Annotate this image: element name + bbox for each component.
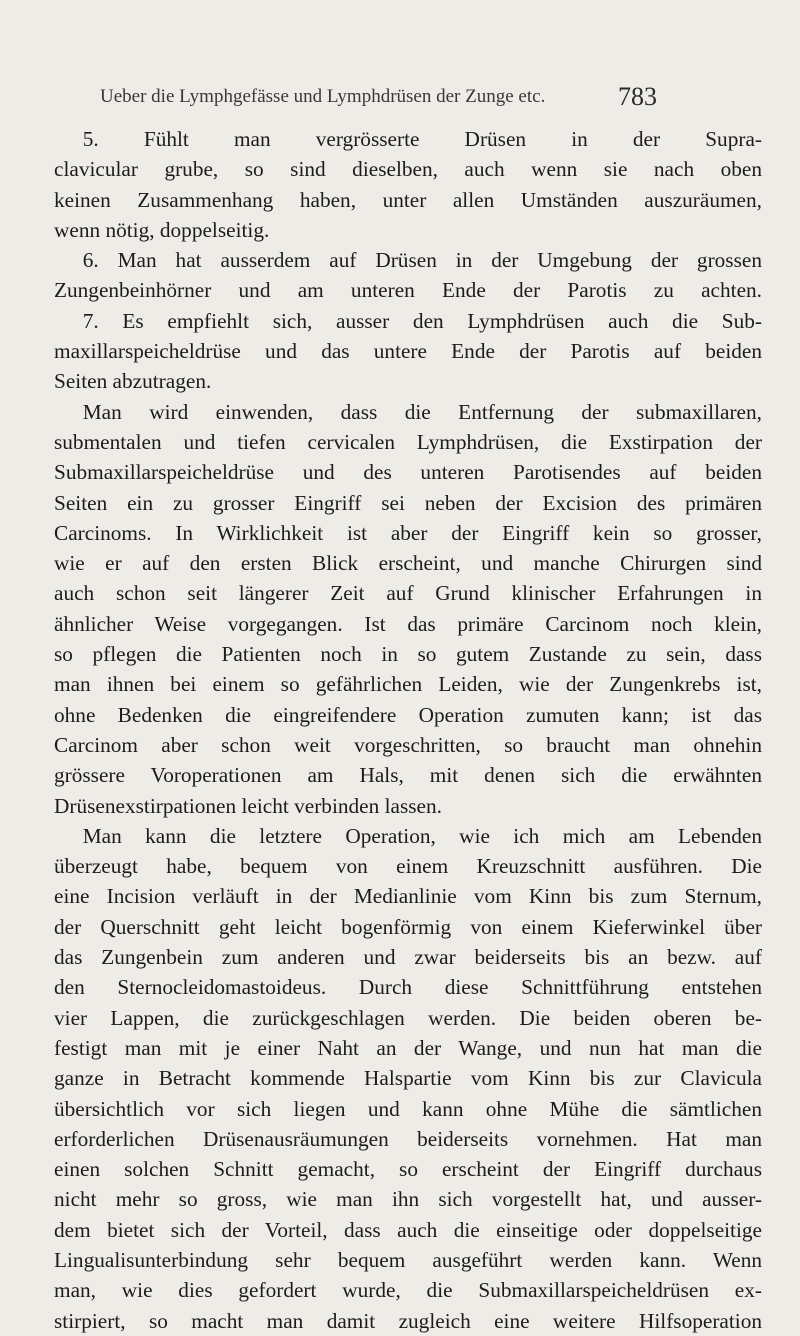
text-line: submentalen und tiefen cervicalen Lymphdrüsen, die Exstirpation der <box>54 429 762 454</box>
text-line: wenn nötig, doppelseitig. <box>54 217 270 242</box>
text-line: Carcinom aber schon weit vorgeschritten, so braucht man ohnehin <box>54 732 762 757</box>
text-line: überzeugt habe, bequem von einem Kreuzschnitt ausführen. Die <box>54 854 762 879</box>
text-line: man, wie dies gefordert wurde, die Submaxillarspeicheldrüsen ex- <box>54 1278 762 1303</box>
text-line: man ihnen bei einem so gefährlichen Leiden, wie der Zungenkrebs ist, <box>54 672 762 697</box>
text-line: Drüsenexstirpationen leicht verbinden lassen. <box>54 793 442 818</box>
text-line: erforderlichen Drüsenausräumungen beiderseits vornehmen. Hat man <box>54 1126 762 1151</box>
text-line: nicht mehr so gross, wie man ihn sich vorgestellt hat, und ausser- <box>54 1187 762 1212</box>
text-line: maxillarspeicheldrüse und das untere Ende der Parotis auf beiden <box>54 339 762 364</box>
text-line: grössere Voroperationen am Hals, mit denen sich die erwähnten <box>54 763 762 788</box>
running-head: Ueber die Lymphgefässe und Lymphdrüsen der Zunge etc. <box>100 86 546 107</box>
body-text <box>54 124 762 1336</box>
text-line: 5. Fühlt man vergrösserte Drüsen in der Supra- <box>82 127 762 151</box>
text-line: Zungenbeinhörner und am unteren Ende der Parotis zu achten. <box>54 278 762 303</box>
text-line: keinen Zusammenhang haben, unter allen Umständen auszuräumen, <box>54 187 762 212</box>
text-line: 6. Man hat ausserdem auf Drüsen in der Umgebung der grossen <box>82 248 762 273</box>
text-line: einen solchen Schnitt gemacht, so erscheint der Eingriff durchaus <box>54 1157 762 1182</box>
text-line: dem bietet sich der Vorteil, dass auch die einseitige oder doppelseitige <box>54 1217 762 1242</box>
text-line: auch schon seit längerer Zeit auf Grund klinischer Erfahrungen in <box>54 581 762 606</box>
text-line: 7. Es empfiehlt sich, ausser den Lymphdrüsen auch die Sub- <box>82 308 762 333</box>
text-line: ganze in Betracht kommende Halspartie vom Kinn bis zur Clavicula <box>54 1066 762 1091</box>
text-line: den Sternocleidomastoideus. Durch diese Schnittführung entstehen <box>54 975 762 1000</box>
text-line: so pflegen die Patienten noch in so gutem Zustande zu sein, dass <box>54 642 762 667</box>
text-line: übersichtlich vor sich liegen und kann ohne Mühe die sämtlichen <box>54 1096 762 1121</box>
text-line: Man wird einwenden, dass die Entfernung der submaxillaren, <box>82 399 762 424</box>
text-line: eine Incision verläuft in der Medianlinie vom Kinn bis zum Sternum, <box>54 884 762 909</box>
text-line: der Querschnitt geht leicht bogenförmig von einem Kieferwinkel über <box>54 914 762 939</box>
text-line: ohne Bedenken die eingreifendere Operation zumuten kann; ist das <box>54 702 762 727</box>
text-line: Lingualisunterbindung sehr bequem ausgeführt werden kann. Wenn <box>54 1247 762 1272</box>
text-line: festigt man mit je einer Naht an der Wange, und nun hat man die <box>54 1035 762 1060</box>
text-line: Seiten abzutragen. <box>54 369 212 394</box>
page-number: 783 <box>618 82 657 111</box>
text-line: Man kann die letztere Operation, wie ich mich am Lebenden <box>82 823 762 848</box>
text-line: Seiten ein zu grosser Eingriff sei neben der Excision des primären <box>54 490 762 515</box>
text-line: clavicular grube, so sind dieselben, auch wenn sie nach oben <box>54 157 762 182</box>
text-line: Carcinoms. In Wirklichkeit ist aber der Eingriff kein so grosser, <box>54 520 762 545</box>
text-line: ähnlicher Weise vorgegangen. Ist das primäre Carcinom noch klein, <box>54 611 762 636</box>
text-line: wie er auf den ersten Blick erscheint, und manche Chirurgen sind <box>54 551 762 576</box>
text-line: das Zungenbein zum anderen und zwar beiderseits bis an bezw. auf <box>54 945 762 970</box>
text-line: Submaxillarspeicheldrüse und des unteren Parotisendes auf beiden <box>54 460 762 485</box>
text-line: stirpiert, so macht man damit zugleich eine weitere Hilfsoperation <box>54 1308 762 1333</box>
text-line: vier Lappen, die zurückgeschlagen werden. Die beiden oberen be- <box>54 1005 762 1030</box>
